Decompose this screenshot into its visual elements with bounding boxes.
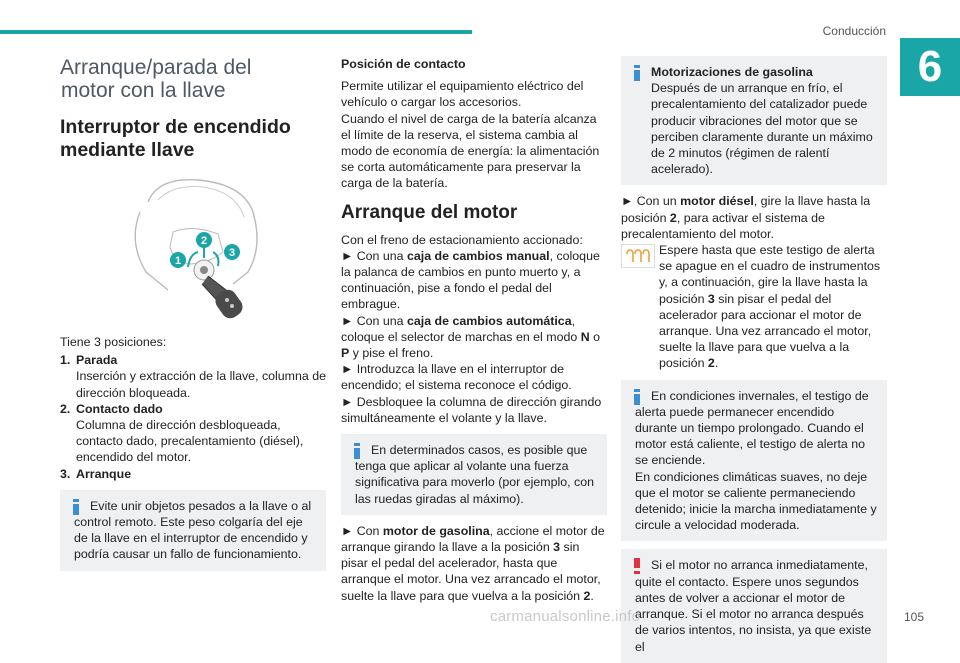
glow-plug-warning-row: Espere hasta que este testigo de alerta se apague en el cuadro de instrumentos y, a continuación, gire la llave hasta la posición 3 sin pisar el pedal del acelerador para accionar el motor de arranque. Una vez arrancado el motor, suelte la llave para que vuelva a la posición 2. — [621, 242, 887, 372]
subsection-title: Interruptor de encendido mediante llave — [60, 116, 291, 161]
info-icon — [354, 443, 360, 459]
info-icon — [73, 499, 79, 515]
info-note: Motorizaciones de gasolina Después de un arranque en frío, el precalentamiento del catalizador puede producir vibraciones del motor que se perciben claramente durante un máximo de 2 minutos (régimen de ralentí acelerado). — [621, 56, 887, 185]
info-icon — [634, 389, 640, 405]
page-number: 105 — [903, 610, 924, 624]
info-icon — [634, 65, 640, 81]
callout-2-label: 2 — [200, 235, 208, 247]
info-note: En condiciones invernales, el testigo de alerta puede permanecer encendido durante un tiempo prolongado. Cuando el motor está caliente, el testigo de alerta no se enciende. En condiciones climáticas suaves, no deje que el motor se caliente permaneciendo detenido; inicie la marcha inmediatamente y circule a velocidad moderada. — [621, 380, 887, 542]
engine-start-title: Arranque del motor — [341, 201, 518, 223]
column-1 — [60, 56, 326, 571]
manual-gearbox-step: ► Con una caja de cambios manual, coloque la palanca de cambios en punto muerto y, a continuación, pise a fondo el pedal del embrague. — [341, 248, 600, 312]
header-accent-bar — [0, 30, 472, 34]
list-item: 3. Arranque — [60, 466, 132, 481]
chapter-title: Conducción — [822, 24, 886, 38]
diesel-engine-step: ► Con un motor diésel, gire la llave hasta la posición 2, para activar el sistema de precalentamiento del motor. — [621, 194, 871, 241]
contact-position-heading: Posición de contacto — [341, 57, 466, 71]
warning-icon — [634, 558, 640, 574]
unlock-column-step: ► Desbloquee la columna de dirección girando simultáneamente el volante y la llave. — [341, 394, 602, 425]
column-3 — [621, 56, 887, 663]
info-note: En determinados casos, es posible que tenga que aplicar al volante una fuerza significativa para moverlo (por ejemplo, con las ruedas giradas al máximo). — [341, 434, 607, 515]
callout-3-label: 3 — [228, 247, 236, 259]
warning-note: Si el motor no arranca inmediatamente, quite el contacto. Espere unos segundos antes de volver a accionar el motor de arranque. Si el motor no arranca después de varios intentos, no insista, ya que existe el — [621, 549, 887, 662]
insert-key-step: ► Introduzca la llave en el interruptor de encendido; el sistema reconoce el código. — [341, 362, 572, 393]
petrol-engine-step: ► Con motor de gasolina, accione el motor de arranque girando la llave a la posición 3 sin pisar el pedal del acelerador, hasta que arranque el motor. Una vez arrancado el motor, suelte la llave para que vuelva a la posición 2. — [341, 523, 605, 603]
positions-intro: Tiene 3 posiciones: — [60, 335, 167, 349]
ignition-illustration — [60, 172, 326, 322]
chapter-number-badge: 6 — [900, 38, 960, 96]
info-note: Evite unir objetos pesados a la llave o al control remoto. Este peso colgaría del eje de la llave en el interruptor de encendido y podría causar un fallo de funcionamiento. — [60, 490, 326, 571]
positions-list — [60, 352, 326, 482]
callout-1-label: 1 — [174, 255, 182, 267]
automatic-gearbox-step: ► Con una caja de cambios automática, coloque el selector de marchas en el modo N o P y pise el freno. — [341, 313, 600, 361]
list-item: 2. Contacto dado Columna de dirección desbloqueada, contacto dado, precalentamiento (diésel), encendido del motor. — [60, 401, 304, 465]
steering-column-ignition-image — [118, 172, 268, 322]
preheating-warning-light-icon — [621, 244, 655, 268]
watermark: carmanualsonline.info — [490, 608, 641, 625]
column-2: Posición de contacto Permite utilizar el equipamiento eléctrico del vehículo o cargar los accesorios. Cuando el nivel de carga de la batería alcanza el límite de la reserva, el sistema cambia al modo de economía de energía: la alimentación se corta automáticamente para preservar la carga de la batería. Arranque del motor Con el freno de estacionamiento accionado: ► Con una caja de cambios manual, coloque la palanca de cambios en punto muerto y, a continuación, pise a fondo el pedal del embrague. ► Con una caja de cambios automática, coloque el selector de marchas en el modo N o P y pise el freno. ► Introduzca la llave en el interruptor de encendido; el sistema reconoce el código. ► Desbloquee la columna de dirección girando simultáneamente el volante y la llave. En determinados casos, es posible que tenga que aplicar al volante una fuerza significativa para moverlo (por ejemplo, con las ruedas giradas al máximo). ► Con motor de gasolina, accione el motor de arranque girando la llave a la posición 3 sin pisar el pedal del acelerador, hasta que arranque el motor. Una vez arrancado el motor, suelte la llave para que vuelva a la posición 2. — [341, 56, 607, 604]
section-title: Arranque/parada del motor con la llave — [60, 56, 252, 102]
list-item: 1. Parada Inserción y extracción de la llave, columna de dirección bloqueada. — [60, 353, 327, 400]
